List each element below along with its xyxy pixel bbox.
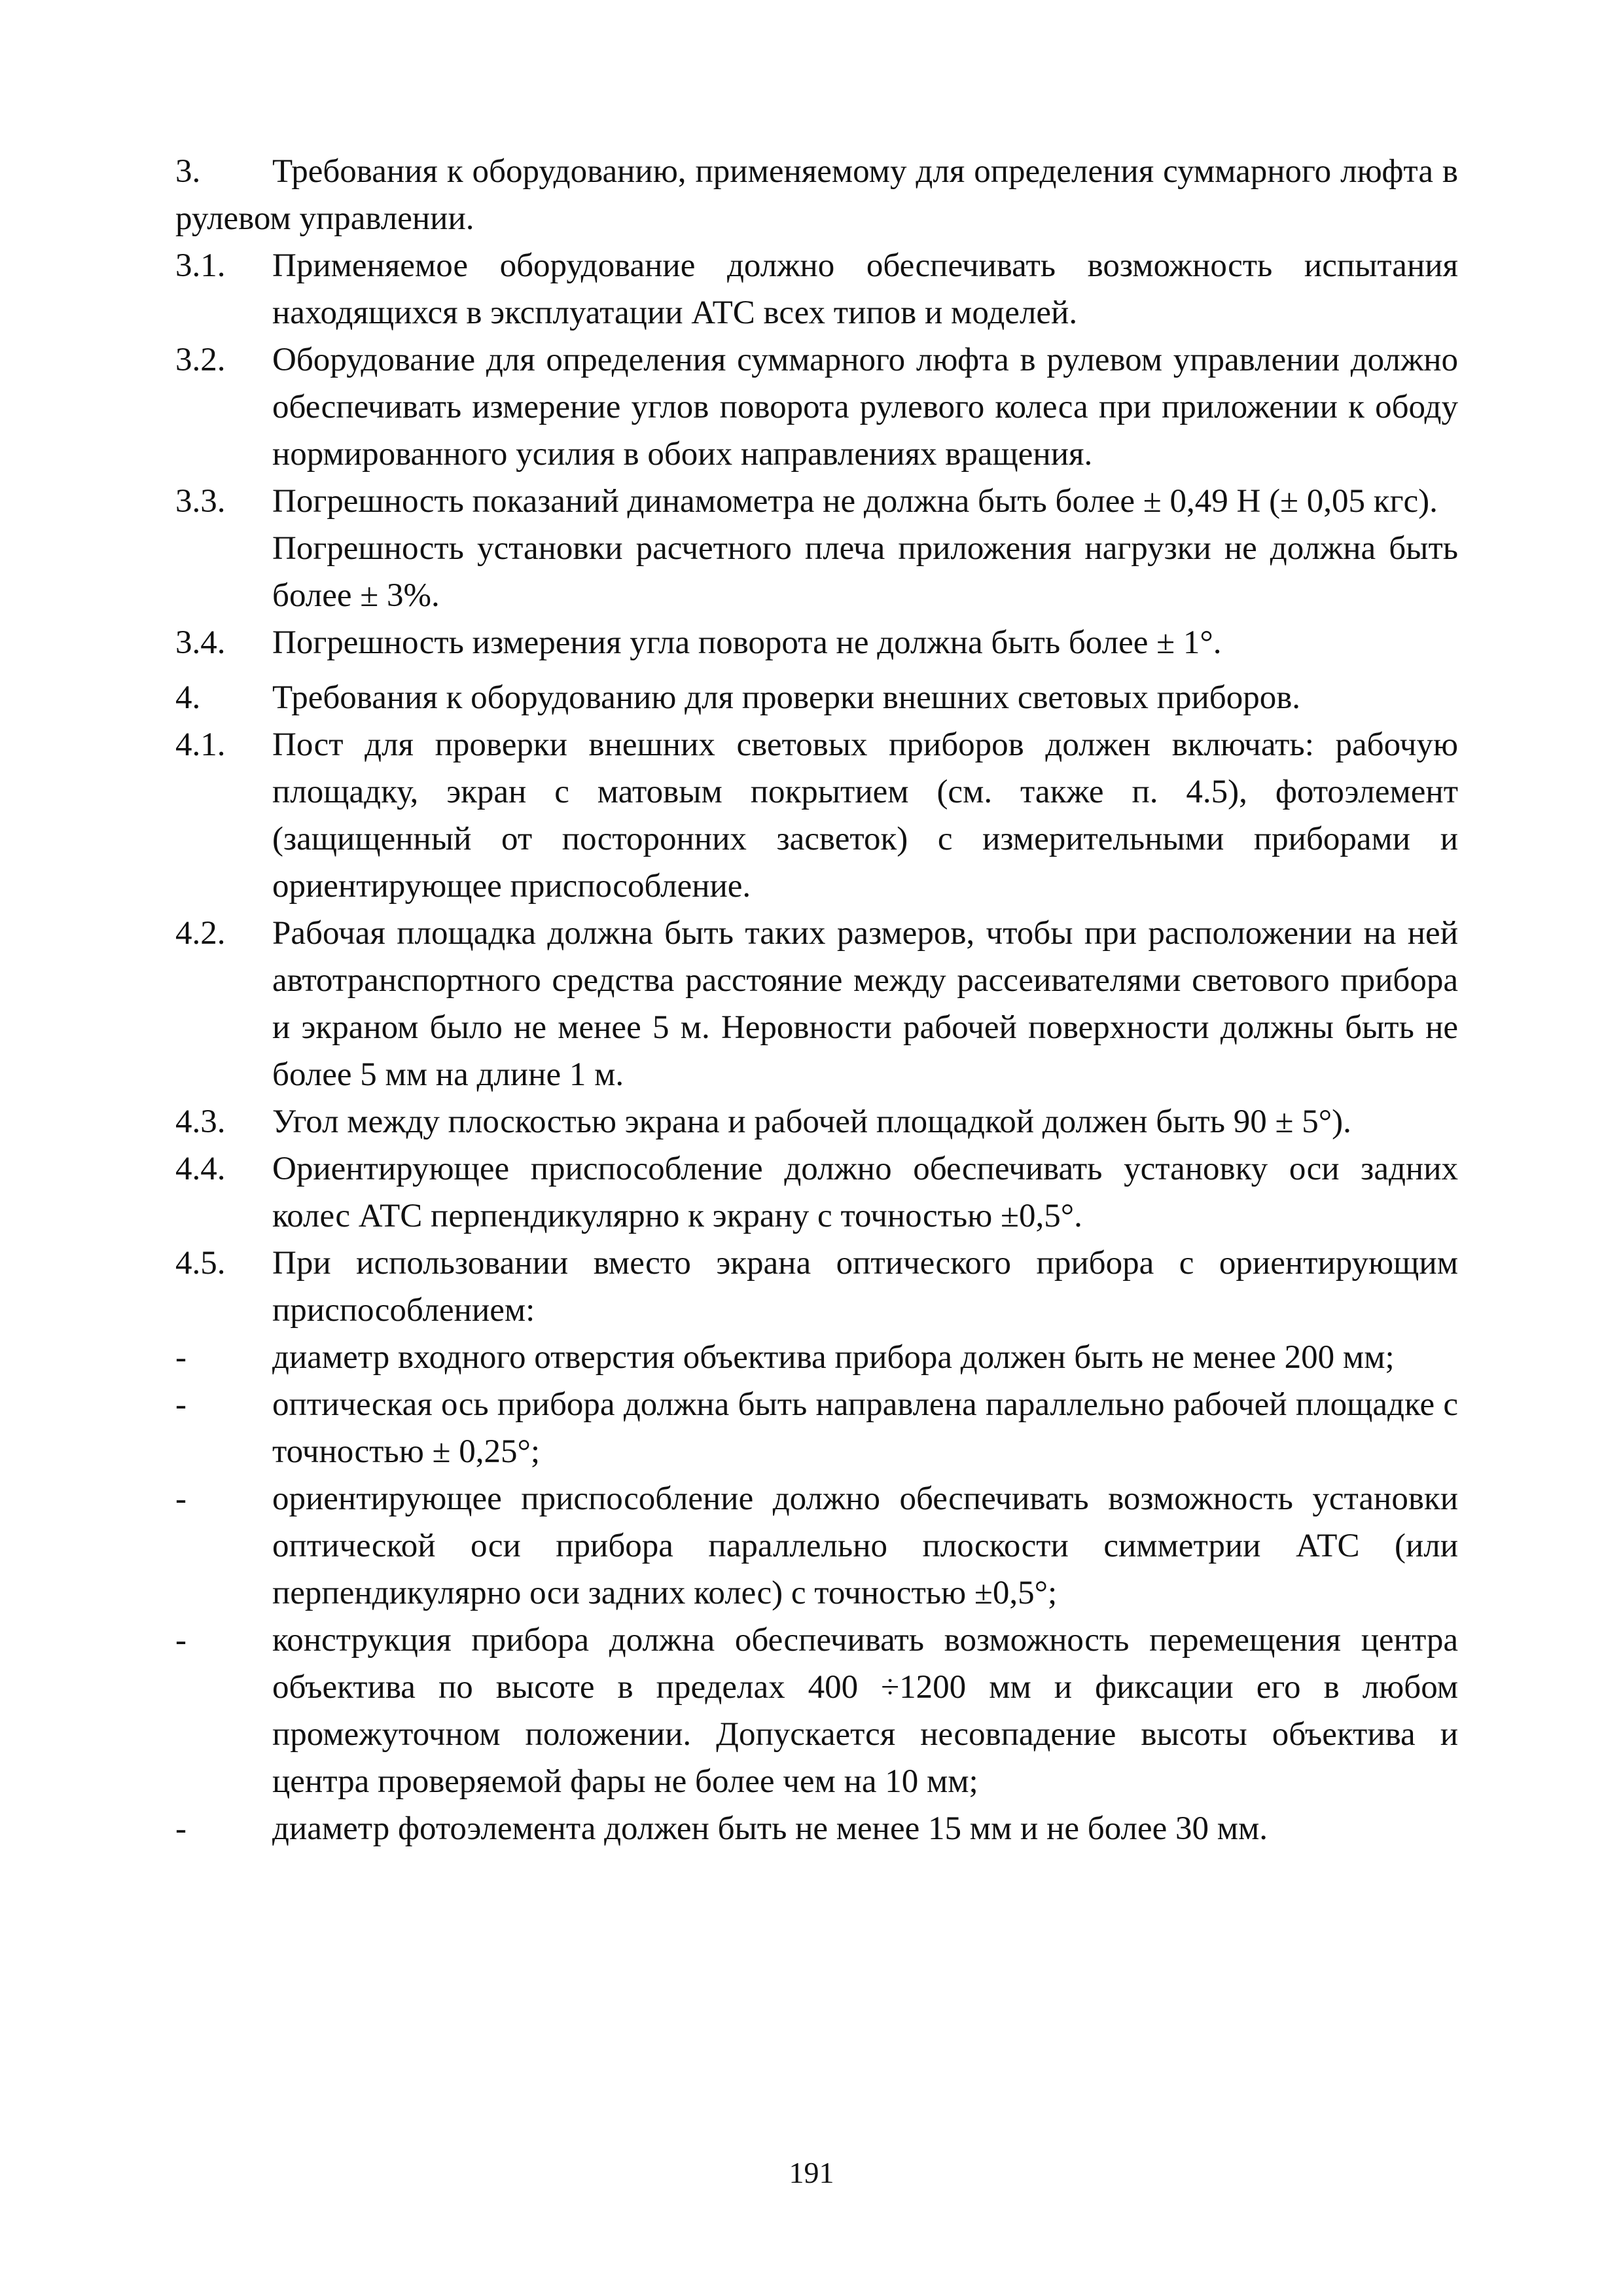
list-item-bullet	[175, 1334, 1458, 1381]
section-number: 4.2.	[175, 915, 226, 952]
section-text: Рабочая площадка должна быть таких размеров, чтобы при расположении на ней автотранспортного средства расстояние между рассеивателями светового прибора и экраном было не менее 5 м. Неровности рабочей поверхности должны быть не более 5 мм на длине 1 м.	[272, 915, 1458, 1093]
list-item-bullet	[175, 1617, 1458, 1805]
section-number: 3.	[175, 153, 201, 190]
bullet-dash: -	[175, 1480, 187, 1517]
section-3-1	[175, 242, 1458, 336]
bullet-dash: -	[175, 1810, 187, 1847]
section-4	[175, 674, 1458, 721]
list-item-bullet	[175, 1805, 1458, 1852]
section-4-1	[175, 721, 1458, 910]
section-text: Оборудование для определения суммарного люфта в рулевом управлении должно обеспечивать измерение углов поворота рулевого колеса при приложении к ободу нормированного усилия в обоих направлениях вращения.	[272, 342, 1458, 473]
section-3-3-note	[175, 525, 1458, 619]
section-number: 3.4.	[175, 624, 226, 661]
section-text: При использовании вместо экрана оптического прибора с ориентирующим приспособлением:	[272, 1245, 1458, 1329]
bullet-dash: -	[175, 1339, 187, 1376]
section-3	[175, 148, 1458, 242]
page-number: 191	[789, 2156, 834, 2189]
section-text: Требования к оборудованию, применяемому для определения суммарного люфта в рулевом управлении.	[175, 153, 1458, 237]
section-4-5	[175, 1240, 1458, 1334]
section-3-3	[175, 478, 1458, 525]
section-text: Ориентирующее приспособление должно обеспечивать установку оси задних колес АТС перпендикулярно к экрану с точностью ±0,5°.	[272, 1151, 1458, 1234]
section-number: 4.	[175, 679, 201, 716]
list-item-text: ориентирующее приспособление должно обеспечивать возможность установки оптической оси прибора параллельно плоскости симметрии АТС (или перпендикулярно оси задних колес) с точностью ±0,5°;	[272, 1480, 1458, 1611]
section-number: 4.4.	[175, 1151, 226, 1187]
list-item-text: оптическая ось прибора должна быть направлена параллельно рабочей площадке с точностью ± 0,25°;	[272, 1386, 1458, 1470]
section-number: 4.3.	[175, 1103, 226, 1140]
section-number: 3.2.	[175, 342, 226, 378]
document-body	[175, 148, 1458, 1852]
section-number: 3.3.	[175, 483, 226, 520]
section-3-2	[175, 336, 1458, 478]
section-4-2	[175, 910, 1458, 1098]
section-number: 4.1.	[175, 726, 226, 763]
section-3-4	[175, 619, 1458, 666]
section-text: Погрешность показаний динамометра не должна быть более ± 0,49 Н (± 0,05 кгс).	[272, 483, 1438, 520]
section-number: 4.5.	[175, 1245, 226, 1282]
section-text: Угол между плоскостью экрана и рабочей площадкой должен быть 90 ± 5°).	[272, 1103, 1351, 1140]
section-text: Погрешность измерения угла поворота не должна быть более ± 1°.	[272, 624, 1222, 661]
list-item-bullet	[175, 1381, 1458, 1475]
section-4-3	[175, 1098, 1458, 1145]
section-4-4	[175, 1145, 1458, 1240]
list-item-bullet	[175, 1475, 1458, 1617]
section-text: Применяемое оборудование должно обеспечивать возможность испытания находящихся в эксплуатации АТС всех типов и моделей.	[272, 247, 1458, 331]
section-text: Требования к оборудованию для проверки внешних световых приборов.	[272, 679, 1301, 716]
section-text: Погрешность установки расчетного плеча приложения нагрузки не должна быть более ± 3%.	[272, 530, 1458, 614]
list-item-text: конструкция прибора должна обеспечивать возможность перемещения центра объектива по высоте в пределах 400 ÷1200 мм и фиксации его в любом промежуточном положении. Допускается несовпадение высоты объектива и центра проверяемой фары не более чем на 10 мм;	[272, 1622, 1458, 1800]
list-item-text: диаметр фотоэлемента должен быть не менее 15 мм и не более 30 мм.	[272, 1810, 1268, 1847]
bullet-dash: -	[175, 1386, 187, 1423]
section-number: 3.1.	[175, 247, 226, 284]
section-text: Пост для проверки внешних световых приборов должен включать: рабочую площадку, экран с матовым покрытием (см. также п. 4.5), фотоэлемент (защищенный от посторонних засветок) с измерительными приборами и ориентирующее приспособление.	[272, 726, 1458, 905]
list-item-text: диаметр входного отверстия объектива прибора должен быть не менее 200 мм;	[272, 1339, 1395, 1376]
bullet-dash: -	[175, 1622, 187, 1659]
